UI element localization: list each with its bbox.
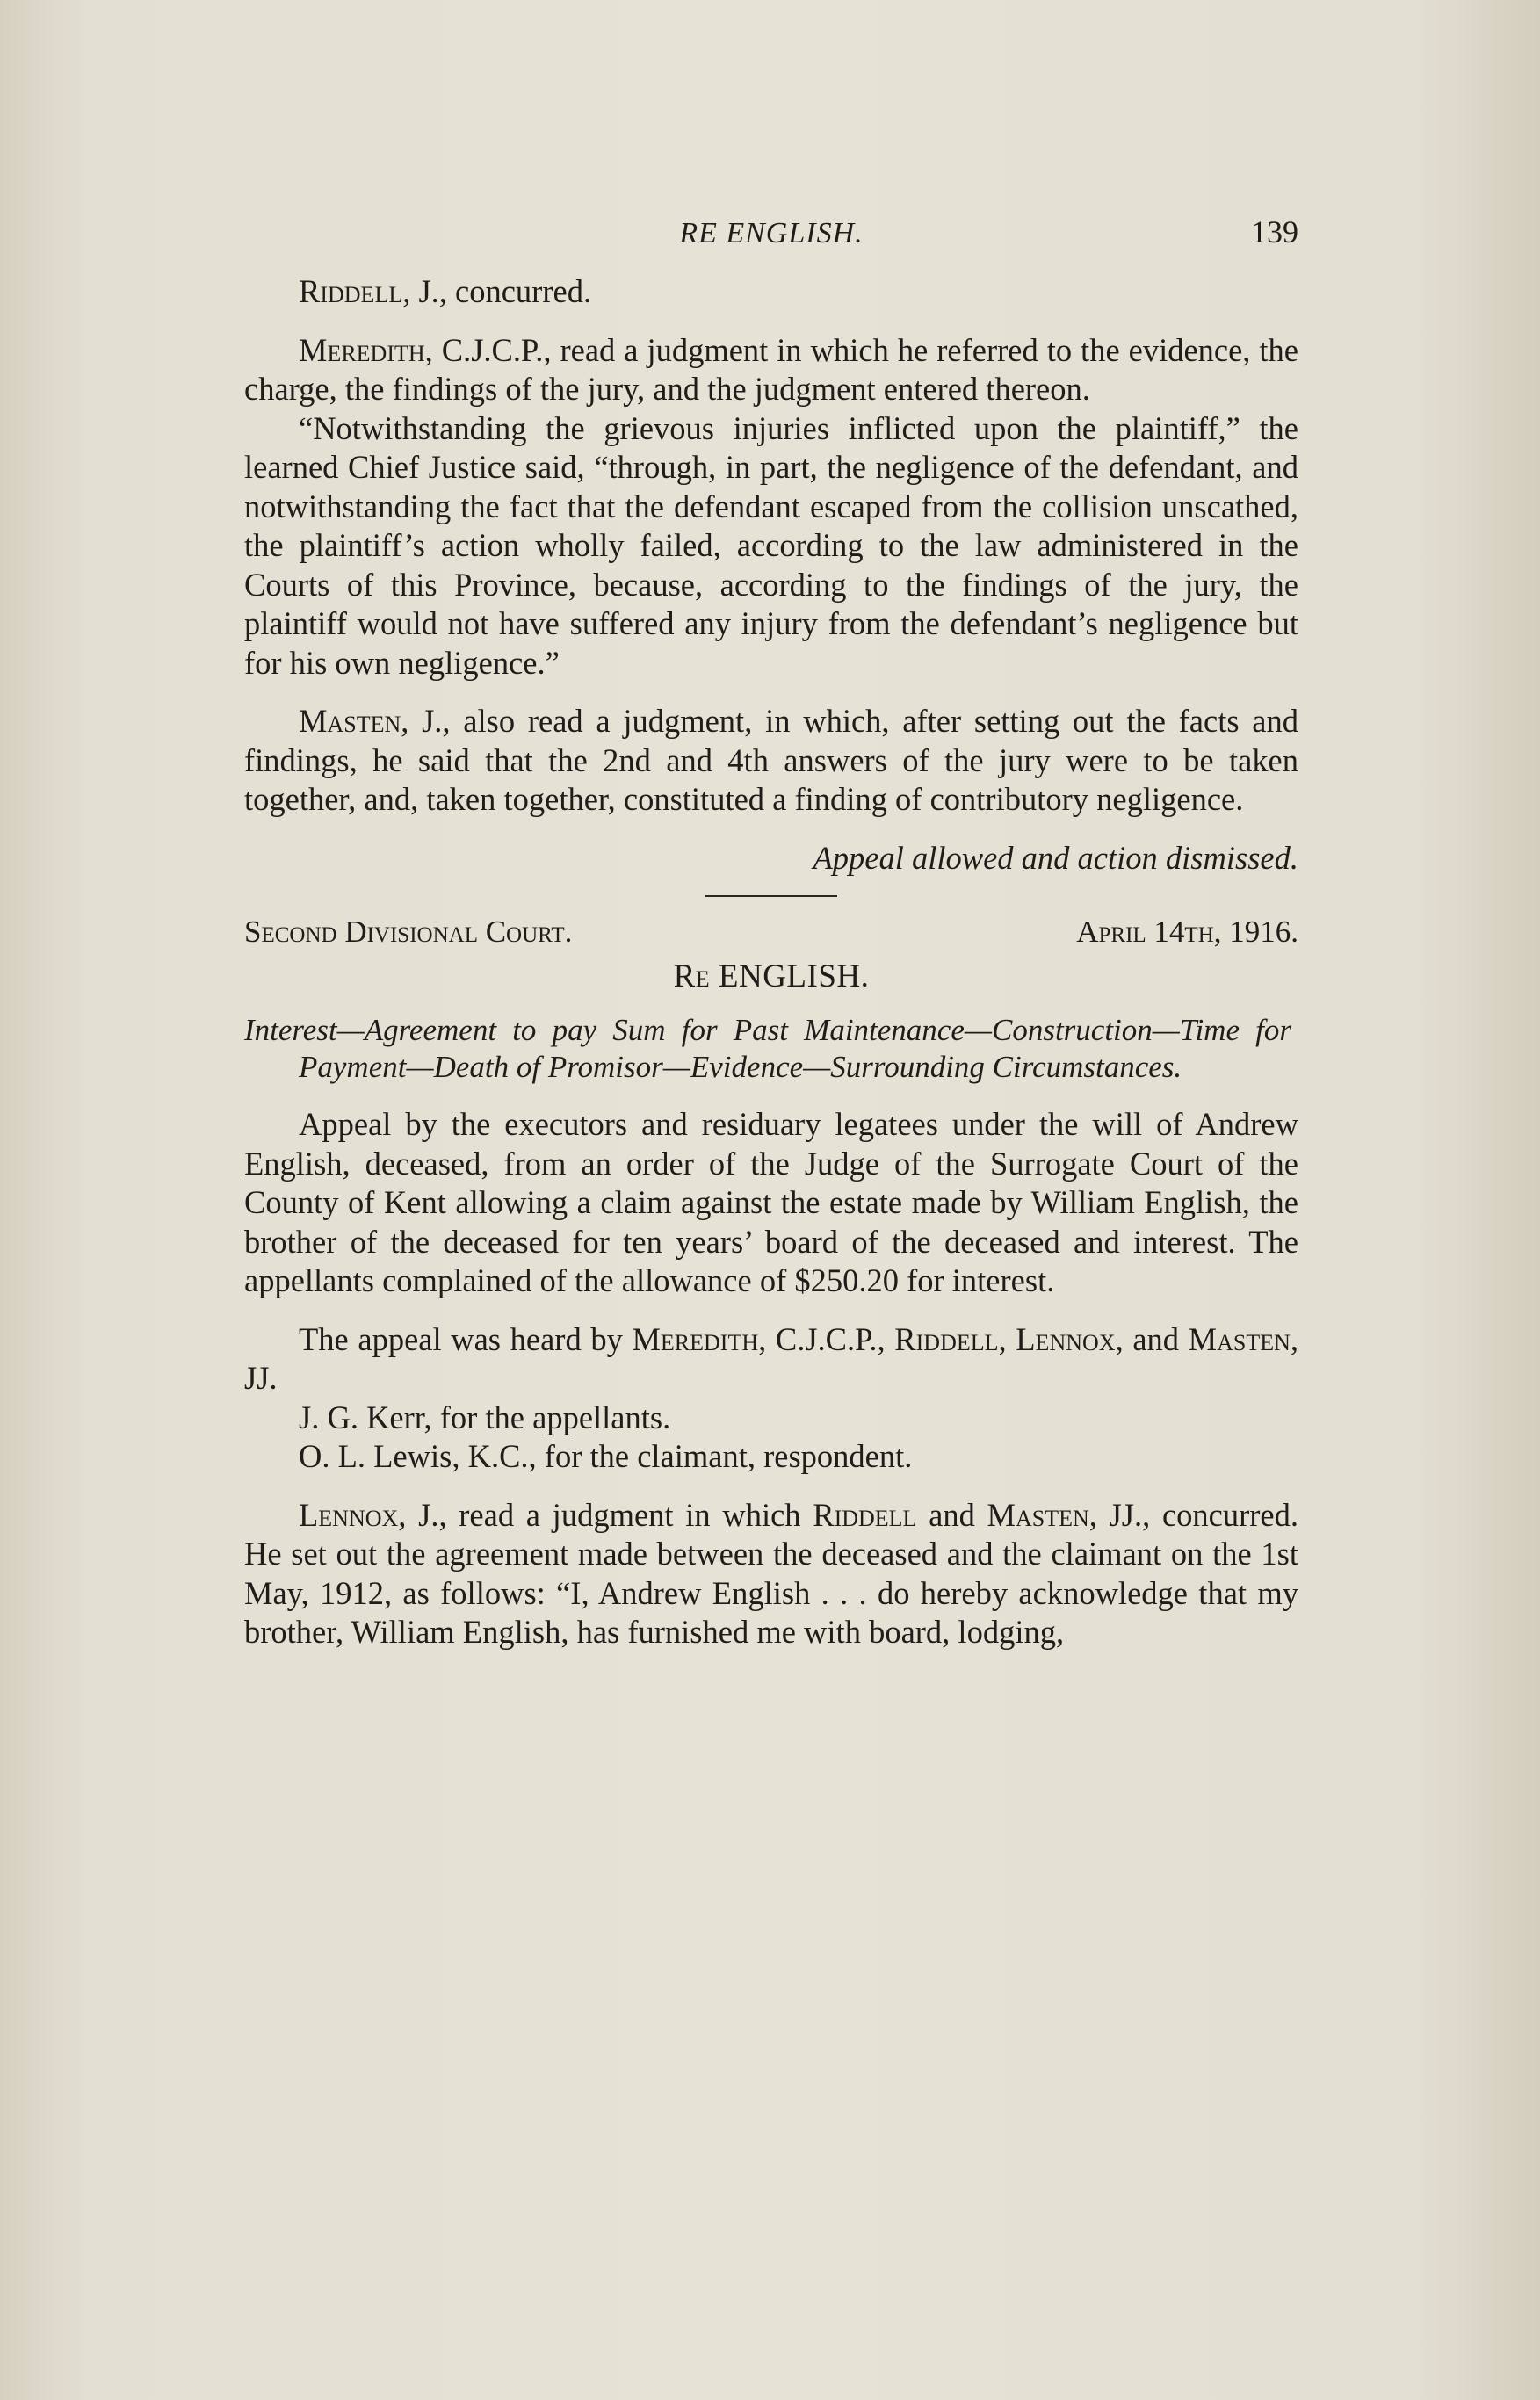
court-line	[244, 913, 1298, 952]
paragraph-text: , J., concurred.	[402, 273, 592, 309]
case-title-prefix: Re	[673, 958, 711, 994]
headnote: Interest—Agreement to pay Sum for Past Maintenance—Construction—Time for Payment—Death of Promisor—Evidence—Surrounding Circumstances.	[244, 1013, 1291, 1084]
judge-name: Riddell	[299, 273, 403, 309]
lennox-judgment	[244, 1496, 1298, 1652]
judge-name: Riddell	[813, 1496, 917, 1533]
appeal-statement: Appeal by the executors and residuary legatees under the will of Andrew English, deceased, from an order of the Judge of the Surrogate Court of the County of Kent allowing a claim against the estate made by William English, the brother of the deceased for ten years’ board of the deceased and interest. The appellants complained of the allowance of $250.20 for interest.	[244, 1106, 1298, 1298]
page-number: 139	[1251, 214, 1298, 249]
hearing-panel	[244, 1320, 1298, 1399]
section-divider	[705, 895, 837, 897]
case-title-name: ENGLISH.	[710, 958, 870, 994]
riddell-concurrence	[244, 272, 1298, 312]
page-body	[244, 211, 1298, 1652]
judge-name: Meredith	[299, 331, 425, 368]
hearing-text: , JJ.	[244, 1320, 1299, 1396]
hearing-text: ,	[998, 1320, 1016, 1357]
paragraph-text: , J., read a judgment in which	[398, 1496, 813, 1533]
counsel-claimant: O. L. Lewis, K.C., for the claimant, respondent.	[299, 1438, 913, 1474]
counsel-appellants: J. G. Kerr, for the appellants.	[299, 1399, 671, 1435]
masten-judgment	[244, 702, 1298, 820]
case-title	[244, 958, 1298, 997]
disposition: Appeal allowed and action dismissed.	[813, 839, 1298, 876]
page-header	[244, 211, 1298, 264]
judge-name: Meredith	[632, 1320, 759, 1357]
running-title: RE ENGLISH.	[679, 217, 864, 249]
judge-name: Masten	[299, 703, 401, 739]
judge-name: Lennox	[299, 1496, 399, 1533]
meredith-judgment	[244, 331, 1298, 409]
chief-justice-quote: “Notwithstanding the grievous injuries inflicted upon the plaintiff,” the learned Chief Justice said, “through, in part, the negligence of the defendant, and notwithstanding the fact that the defendant escaped from the collision unscathed, the plaintiff’s action wholly failed, according to the law administered in the Courts of this Province, because, according to the findings of the jury, the plaintiff would not have suffered any injury from the defendant’s negligence but for his own negligence.”	[244, 409, 1298, 681]
judge-name: Masten	[987, 1496, 1089, 1533]
judge-name: Lennox	[1016, 1320, 1116, 1357]
decision-date: April 14th, 1916.	[1076, 914, 1298, 949]
hearing-text: The appeal was heard by	[299, 1320, 633, 1357]
paragraph-text: , JJ., concurred. He set out the agreement made between the deceased and the claimant on the 1st May, 1912, as follows: “I, Andrew English . . . do hereby acknowledge that my brother, William English, has furnished me with board, lodging,	[244, 1496, 1298, 1650]
hearing-text: , C.J.C.P.,	[758, 1320, 895, 1357]
paragraph-text: , C.J.C.P., read a judgment in which he referred to the evidence, the charge, the findings of the jury, and the judgment entered thereon.	[244, 331, 1298, 407]
paragraph-text: , J., also read a judgment, in which, after setting out the facts and findings, he said that the 2nd and 4th answers of the jury were to be taken together, and, taken together, constituted a finding of contributory negligence.	[244, 703, 1298, 817]
judge-name: Riddell	[894, 1320, 999, 1357]
judge-name: Masten	[1188, 1320, 1291, 1357]
hearing-text: , and	[1115, 1320, 1189, 1357]
paragraph-text: and	[916, 1496, 987, 1533]
court-name: Second Divisional Court.	[244, 914, 573, 949]
